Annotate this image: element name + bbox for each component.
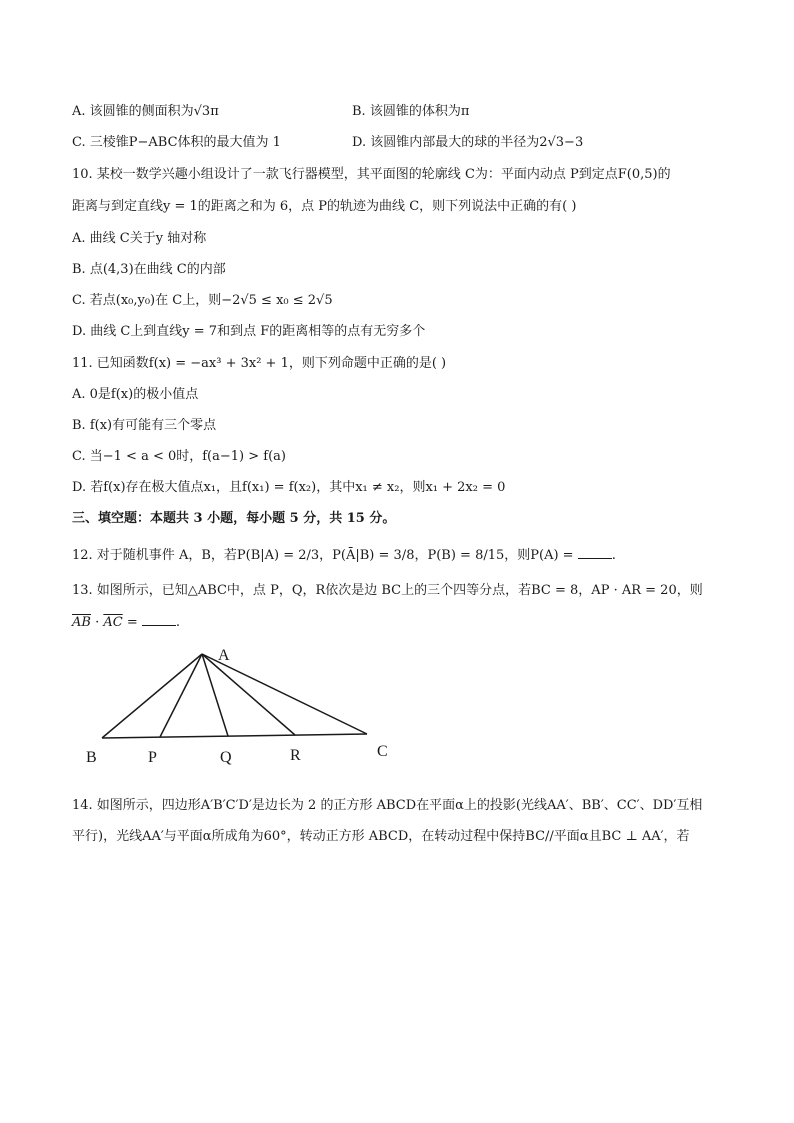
label-q: Q xyxy=(220,749,232,766)
q12-end: . xyxy=(611,548,616,563)
q13-vector-ac: $\overline{AC}$ xyxy=(103,615,123,630)
q13-dot: · xyxy=(90,615,104,630)
q11-option-d: D. 若f(x)存在极大值点x₁，且f(x₁) = f(x₂)，其中x₁ ≠ x₂，则x₁ + 2x₂ = 0 xyxy=(72,480,506,495)
q14-line1: 14. 如图所示，四边形A′B′C′D′是边长为 2 的正方形 ABCD在平面α上的投影(光线AA′、BB′、CC′、DD′互相 xyxy=(72,798,703,813)
q10-stem-line1: 10. 某校一数学兴趣小组设计了一款飞行器模型，其平面图的轮廓线 C为：平面内动点 P到定点F(0,5)的 xyxy=(72,167,671,182)
q13-stem-line1: 13. 如图所示，已知△ABC中，点 P，Q，R依次是边 BC上的三个四等分点，若BC = 8，AP · AR = 20，则 xyxy=(72,583,703,598)
q9-option-a: A. 该圆锥的侧面积为√3π xyxy=(72,104,219,119)
q10-stem-line2: 距离与到定直线y = 1的距离之和为 6，点 P的轨迹为曲线 C，则下列说法中正确的有( ) xyxy=(72,199,577,214)
q10-option-b: B. 点(4,3)在曲线 C的内部 xyxy=(72,262,226,277)
side-ac xyxy=(202,654,367,734)
q12-stem-row xyxy=(72,546,616,565)
q12-answer-blank[interactable] xyxy=(578,546,612,559)
q9-option-d: D. 该圆锥内部最大的球的半径为2√3−3 xyxy=(352,135,584,150)
segment-ar xyxy=(202,654,295,735)
q13-answer-blank[interactable] xyxy=(142,613,176,626)
q9-option-b: B. 该圆锥的体积为π xyxy=(352,104,470,119)
label-c: C xyxy=(377,743,388,760)
label-r: R xyxy=(290,747,301,764)
q11-stem: 11. 已知函数f(x) = −ax³ + 3x² + 1，则下列命题中正确的是( ) xyxy=(72,356,447,371)
segment-ap xyxy=(160,654,202,737)
q11-option-c: C. 当−1 < a < 0时，f(a−1) > f(a) xyxy=(72,449,286,464)
q11-option-a: A. 0是f(x)的极小值点 xyxy=(72,387,199,402)
q11-option-b: B. f(x)有可能有三个零点 xyxy=(72,418,217,433)
q13-vector-ab: $\overline{AB}$ xyxy=(72,615,91,630)
label-p: P xyxy=(148,749,157,766)
q13-equals: = xyxy=(122,615,142,630)
q13-end: . xyxy=(175,615,181,630)
side-ab xyxy=(102,654,202,738)
q13-triangle-figure xyxy=(72,638,412,773)
section-3-heading: 三、填空题：本题共 3 小题，每小题 5 分，共 15 分。 xyxy=(72,511,396,526)
q12-stem: 12. 对于随机事件 A，B，若P(B|A) = 2/3，P(Ā|B) = 3/8，P(B) = 8/15，则P(A) = xyxy=(72,548,578,563)
q13-stem-line2 xyxy=(72,613,180,632)
q10-option-c: C. 若点(x₀,y₀)在 C上，则−2√5 ≤ x₀ ≤ 2√5 xyxy=(72,293,333,308)
q10-option-d: D. 曲线 C上到直线y = 7和到点 F的距离相等的点有无穷多个 xyxy=(72,324,426,339)
q9-option-c: C. 三棱锥P−ABC体积的最大值为 1 xyxy=(72,135,281,150)
label-b: B xyxy=(86,749,97,766)
q10-option-a: A. 曲线 C关于y 轴对称 xyxy=(72,231,207,246)
label-a: A xyxy=(218,647,230,664)
side-bc xyxy=(102,734,367,738)
q14-line2: 平行)，光线AA′与平面α所成角为60°，转动正方形 ABCD，在转动过程中保持BC//平面α且BC ⊥ AA′，若 xyxy=(72,829,690,844)
